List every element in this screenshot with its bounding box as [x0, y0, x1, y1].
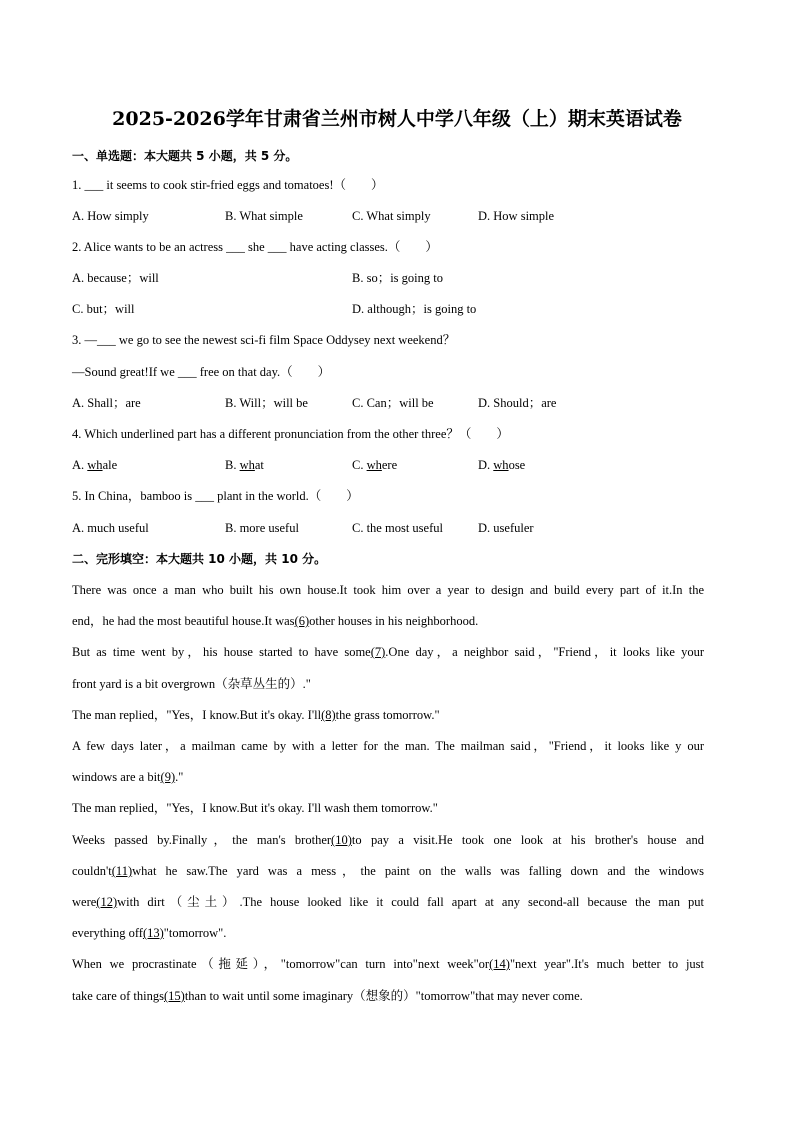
blank-number: (12): [96, 895, 118, 909]
question-1-stem: 1. ___ it seems to cook stir-fried eggs and tomatoes!（ ）: [72, 178, 384, 192]
question-5-option-d: D. usefuler: [478, 521, 534, 535]
question-4-option-d: [478, 457, 525, 473]
passage-line: [72, 707, 440, 723]
passage-text: "tomorrow".: [163, 926, 227, 940]
blank-number: (6): [294, 614, 310, 628]
question-5-option-c: C. the most useful: [352, 521, 443, 535]
question-1-option-d: D. How simple: [478, 209, 555, 223]
option-label: C.: [352, 458, 367, 472]
passage-text: front yard is a bit overgrown（杂草丛生的）.": [72, 677, 311, 691]
question-1-option-b: B. What simple: [225, 209, 303, 223]
passage-text: end，he had the most beautiful house.It was: [72, 614, 295, 628]
underlined-part: wh: [87, 458, 103, 472]
question-2-option-b: B. so；is going to: [352, 271, 443, 285]
passage-line: [72, 644, 704, 660]
blank-number: (9): [160, 770, 176, 784]
passage-text: A few days later，a mailman came by with a letter for the man. The mailman said，"Friend，it looks like y our: [72, 739, 704, 753]
blank-number: (11): [111, 864, 133, 878]
question-2-option-d: D. although；is going to: [352, 302, 477, 316]
passage-line: [72, 676, 311, 692]
question-4-stem: 4. Which underlined part has a different pronunciation from the other three？（ ）: [72, 427, 509, 441]
blank-number: (8): [321, 708, 336, 722]
passage-text: But as time went by，his house started to have some: [72, 645, 371, 659]
passage-line: [72, 894, 704, 910]
question-4-option-c: [352, 457, 397, 473]
underlined-part: wh: [239, 458, 255, 472]
passage-line: [72, 738, 704, 754]
question-3-option-b: B. Will；will be: [225, 396, 308, 410]
passage-text: .One day，a neighbor said，"Friend，it looks like your: [385, 645, 704, 659]
passage-text: the grass tomorrow.": [335, 708, 440, 722]
section2-heading: 二、完形填空：本大题共 10 小题，共 10 分。: [72, 552, 327, 566]
question-3-option-d: D. Should；are: [478, 396, 557, 410]
question-2-stem: 2. Alice wants to be an actress ___ she ___ have acting classes.（ ）: [72, 240, 438, 254]
passage-line: [72, 956, 704, 972]
option-label: A.: [72, 458, 88, 472]
word-rest: ere: [381, 458, 398, 472]
passage-text: take care of things: [72, 989, 164, 1003]
option-label: B.: [225, 458, 240, 472]
question-3-stem-reply: —Sound great!If we ___ free on that day.（ ）: [72, 365, 331, 379]
underlined-part: wh: [493, 458, 509, 472]
passage-text: what he saw.The yard was a mess，the paint on the walls was falling down and the windows: [132, 864, 704, 878]
blank-number: (14): [489, 957, 510, 971]
word-rest: ale: [102, 458, 118, 472]
option-label: D.: [478, 458, 494, 472]
page-title: 2025-2026学年甘肃省兰州市树人中学八年级（上）期末英语试卷: [112, 108, 682, 130]
question-4-option-a: [72, 457, 117, 473]
passage-text: .": [175, 770, 184, 784]
passage-text: were: [72, 895, 97, 909]
passage-text: The man replied，"Yes，I know.But it's okay. I'll wash them tomorrow.": [72, 801, 438, 815]
blank-number: (10): [331, 833, 352, 847]
passage-text: windows are a bit: [72, 770, 161, 784]
passage-text: "next year".It's much better to just: [509, 957, 705, 971]
passage-line: [72, 769, 183, 785]
passage-line: [72, 800, 438, 816]
passage-text: with dirt（尘土）.The house looked like it could fall apart at any second-all because the man put: [117, 895, 704, 909]
underlined-part: wh: [366, 458, 382, 472]
passage-text: The man replied，"Yes，I know.But it's okay. I'll: [72, 708, 322, 722]
passage-text: When we procrastinate（拖延），"tomorrow"can turn into"next week"or: [72, 957, 490, 971]
section1-heading: 一、单选题：本大题共 5 小题，共 5 分。: [72, 149, 298, 163]
blank-number: (15): [163, 989, 185, 1003]
passage-text: everything off: [72, 926, 143, 940]
passage-text: couldn't: [72, 864, 112, 878]
passage-line: [72, 832, 704, 848]
passage-text: than to wait until some imaginary（想象的）"tomorrow"that may never come.: [184, 989, 583, 1003]
question-2-option-c: C. but；will: [72, 302, 135, 316]
passage-line: [72, 613, 478, 629]
question-2-option-a: A. because；will: [72, 271, 159, 285]
blank-number: (7): [370, 645, 386, 659]
word-rest: ose: [508, 458, 526, 472]
question-5-stem: 5. In China，bamboo is ___ plant in the world.（ ）: [72, 489, 359, 503]
passage-line: [72, 582, 704, 598]
question-3-stem: 3. —___ we go to see the newest sci-fi film Space Oddysey next weekend？: [72, 333, 456, 347]
passage-text: to pay a visit.He took one look at his brother's house and: [351, 833, 704, 847]
passage-text: other houses in his neighborhood.: [309, 614, 479, 628]
question-1-option-a: A. How simply: [72, 209, 149, 223]
passage-line: [72, 863, 704, 879]
question-1-option-c: C. What simply: [352, 209, 431, 223]
blank-number: (13): [142, 926, 164, 940]
word-rest: at: [254, 458, 264, 472]
passage-text: Weeks passed by.Finally，the man's brother: [72, 833, 332, 847]
question-4-option-b: [225, 457, 264, 473]
question-5-option-a: A. much useful: [72, 521, 149, 535]
passage-line: [72, 925, 226, 941]
question-5-option-b: B. more useful: [225, 521, 299, 535]
passage-text: There was once a man who built his own house.It took him over a year to design and build every part of it.In the: [72, 583, 704, 597]
question-3-option-a: A. Shall；are: [72, 396, 141, 410]
passage-line: [72, 988, 583, 1004]
question-3-option-c: C. Can；will be: [352, 396, 434, 410]
